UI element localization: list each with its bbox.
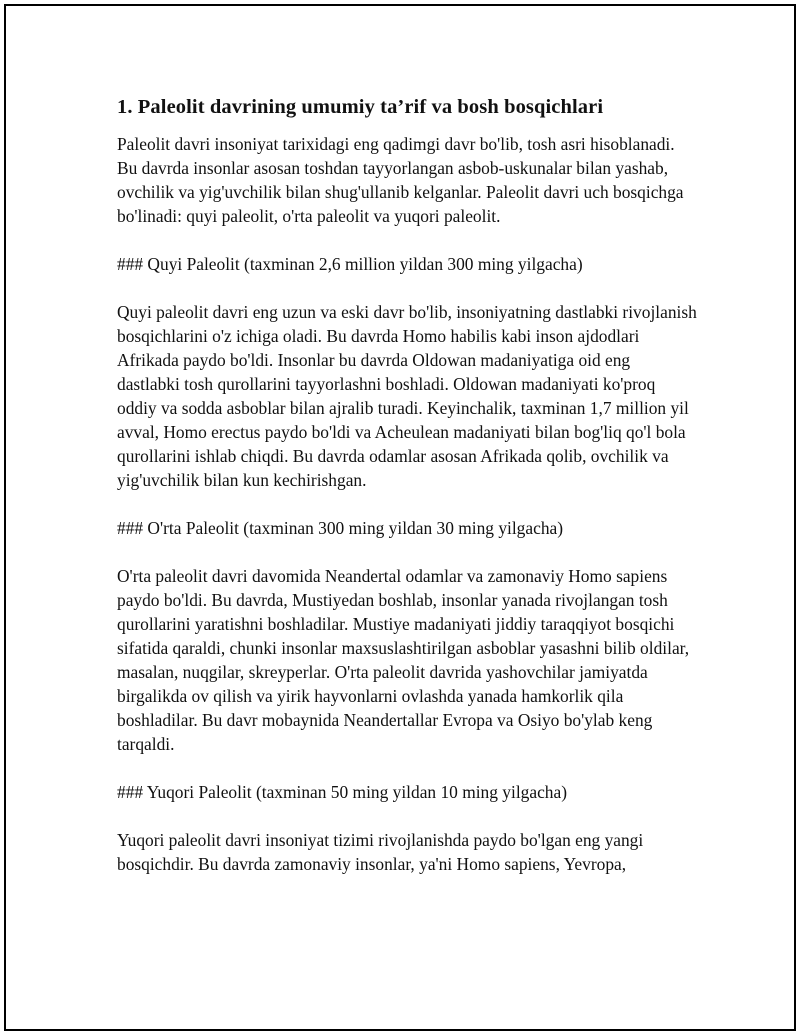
- section-heading-upper-paleolithic: ### Yuqori Paleolit (taxminan 50 ming yildan 10 ming yilgacha): [117, 782, 567, 802]
- document-title: 1. Paleolit davrining umumiy ta’rif va bosh bosqichlari: [117, 96, 604, 118]
- upper-paleolithic-paragraph: Yuqori paleolit davri insoniyat tizimi rivojlanishda paydo bo'lgan eng yangi bosqichdir. Bu davrda zamonaviy insonlar, ya'ni Homo sapiens, Yevropa,: [117, 830, 644, 874]
- lower-paleolithic-paragraph: Quyi paleolit davri eng uzun va eski davr bo'lib, insoniyatning dastlabki rivojlanish bosqichlarini o'z ichiga oladi. Bu davrda Homo habilis kabi inson ajdodlari Afrikada paydo bo'ldi. Insonlar bu davrda Oldowan madaniyatiga oid eng dastlabki tosh qurollarini tayyorlashni boshladi. Oldowan madaniyati ko'proq oddiy va sodda asboblar bilan ajralib turadi. Keyinchalik, taxminan 1,7 million yil avval, Homo erectus paydo bo'ldi va Acheulean madaniyati bilan bog'liq qo'l bola qurollarini ishlab chiqdi. Bu davrda odamlar asosan Afrikada qolib, ovchilik va yig'uvchilik bilan kun kechirishgan.: [117, 302, 697, 490]
- document-body: [117, 94, 697, 900]
- section-heading-lower-paleolithic: ### Quyi Paleolit (taxminan 2,6 million yildan 300 ming yilgacha): [117, 254, 583, 274]
- middle-paleolithic-paragraph: O'rta paleolit davri davomida Neandertal odamlar va zamonaviy Homo sapiens paydo bo'ldi. Bu davrda, Mustiyedan boshlab, insonlar yanada rivojlangan tosh qurollarini yaratishni boshladilar. Mustiye madaniyati jiddiy taraqqiyot bosqichi sifatida qaraldi, chunki insonlar maxsuslashtirilgan asboblar yasashni bilib oldilar, masalan, nuqgilar, skreyperlar. O'rta paleolit davrida yashovchilar jamiyatda birgalikda ov qilish va yirik hayvonlarni ovlashda yanada hamkorlik qila boshladilar. Bu davr mobaynida Neandertallar Evropa va Osiyo bo'ylab keng tarqaldi.: [117, 566, 690, 754]
- section-heading-middle-paleolithic: ### O'rta Paleolit (taxminan 300 ming yildan 30 ming yilgacha): [117, 518, 564, 538]
- intro-paragraph: Paleolit davri insoniyat tarixidagi eng qadimgi davr bo'lib, tosh asri hisoblanadi. Bu davrda insonlar asosan toshdan tayyorlangan asbob-uskunalar bilan yashab, ovchilik va yig'uvchilik bilan shug'ullanib kelganlar. Paleolit davri uch bosqichga bo'linadi: quyi paleolit, o'rta paleolit va yuqori paleolit.: [117, 134, 684, 226]
